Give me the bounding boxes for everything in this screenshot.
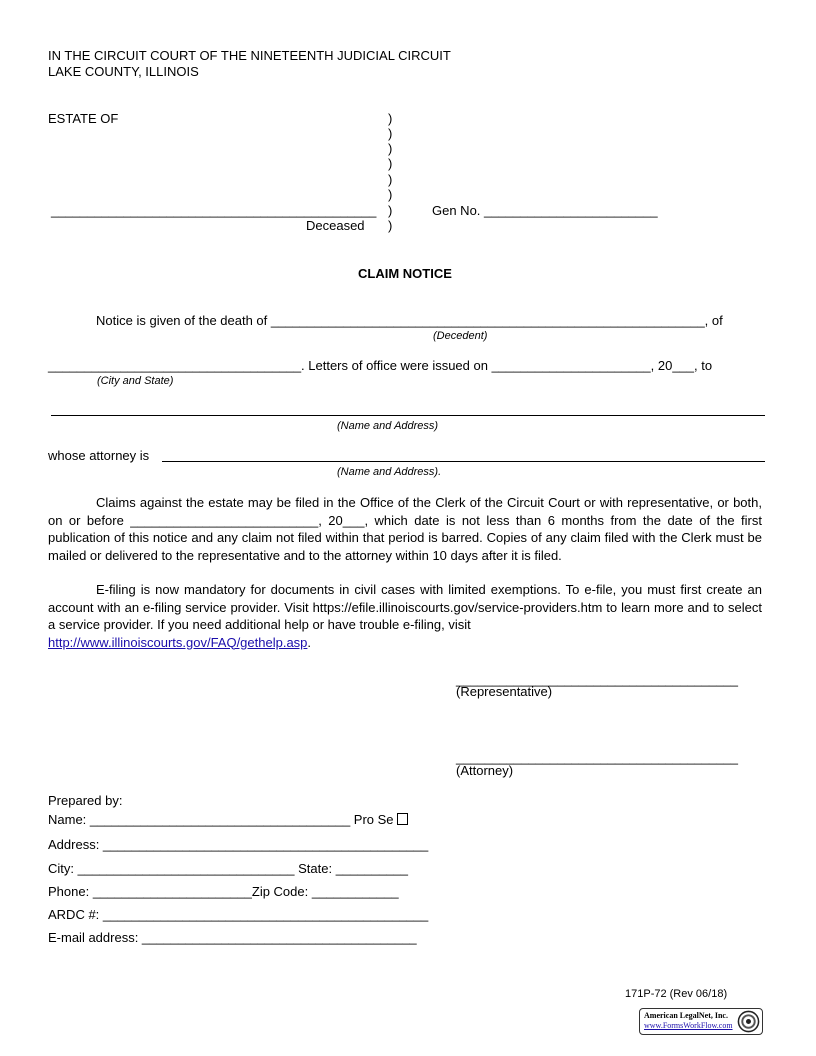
caption-paren: ) (388, 172, 393, 187)
name-field-text: Name: ____________________________________ Pro Se (48, 812, 394, 827)
name-field[interactable] (48, 812, 408, 828)
address-field[interactable]: Address: _____________________________________________ (48, 837, 429, 852)
efiling-text: E-filing is now mandatory for documents in civil cases with limited exemptions. To e-file, you must first create an account with an e-filing service provider. Visit https://efile.illinoiscourts.gov/service-providers.htm to learn more and to select a service provider. If you need additional help or have trouble e-filing, visit (48, 582, 762, 632)
notice-death-line[interactable]: Notice is given of the death of ____________________________________________________________, of (96, 313, 723, 328)
attorney-label: whose attorney is (48, 448, 150, 463)
efiling-paragraph (48, 581, 762, 651)
logo-swirl-icon (737, 1010, 760, 1033)
caption-paren: ) (388, 126, 393, 141)
gethelp-link[interactable]: http://www.illinoiscourts.gov/FAQ/gethelp.asp (48, 634, 308, 650)
city-state-field[interactable]: City: ______________________________ State: __________ (48, 861, 409, 876)
gen-no-field[interactable]: Gen No. ________________________ (432, 203, 658, 218)
caption-paren: ) (388, 141, 393, 156)
phone-zip-field[interactable]: Phone: ______________________Zip Code: ____________ (48, 884, 399, 899)
efiling-period: . (307, 634, 312, 650)
decedent-name-blank[interactable]: _____________________________________________ (51, 203, 377, 218)
company-logo (639, 1008, 763, 1035)
city-state-label: (City and State) (97, 375, 174, 387)
deceased-label: Deceased (306, 218, 365, 233)
attorney-signature-line[interactable]: _______________________________________ (456, 750, 738, 765)
pro-se-checkbox[interactable] (397, 813, 408, 825)
representative-label: (Representative) (456, 684, 553, 699)
prepared-by-heading: Prepared by: (48, 793, 123, 808)
logo-url[interactable]: www.FormsWorkFlow.com (644, 1021, 733, 1030)
page-title: CLAIM NOTICE (358, 266, 452, 281)
county-name: LAKE COUNTY, ILLINOIS (48, 64, 199, 79)
attorney-sig-label: (Attorney) (456, 763, 514, 778)
form-id: 171P-72 (Rev 06/18) (625, 988, 728, 1000)
caption-paren: ) (388, 203, 393, 218)
estate-of-label: ESTATE OF (48, 111, 119, 126)
representative-name-line[interactable] (51, 415, 765, 416)
email-field[interactable]: E-mail address: ______________________________________ (48, 930, 417, 945)
caption-paren: ) (388, 156, 393, 171)
representative-signature-line[interactable]: _______________________________________ (456, 672, 738, 687)
court-name: IN THE CIRCUIT COURT OF THE NINETEENTH JUDICIAL CIRCUIT (48, 48, 451, 63)
letters-of-office-line[interactable]: ___________________________________. Letters of office were issued on ______________________, 20___, to (48, 358, 713, 373)
caption-paren: ) (388, 218, 393, 233)
ardc-field[interactable]: ARDC #: _____________________________________________ (48, 907, 429, 922)
decedent-label: (Decedent) (433, 330, 488, 342)
name-address-label: (Name and Address). (337, 466, 442, 478)
name-address-label: (Name and Address) (337, 420, 439, 432)
logo-company: American LegalNet, Inc. (644, 1011, 728, 1020)
caption-paren: ) (388, 187, 393, 202)
claims-paragraph: Claims against the estate may be filed in the Office of the Clerk of the Circuit Court or with representative, or both, on or before __________________________, 20___, which date is not less than 6 months from the date of the first publication of this notice and any claim not filed within that period is barred. Copies of any claim filed with the Clerk must be mailed or delivered to the representative and to the attorney within 10 days after it is filed. (48, 495, 762, 563)
caption-paren: ) (388, 111, 393, 126)
attorney-name-line[interactable] (162, 461, 765, 462)
